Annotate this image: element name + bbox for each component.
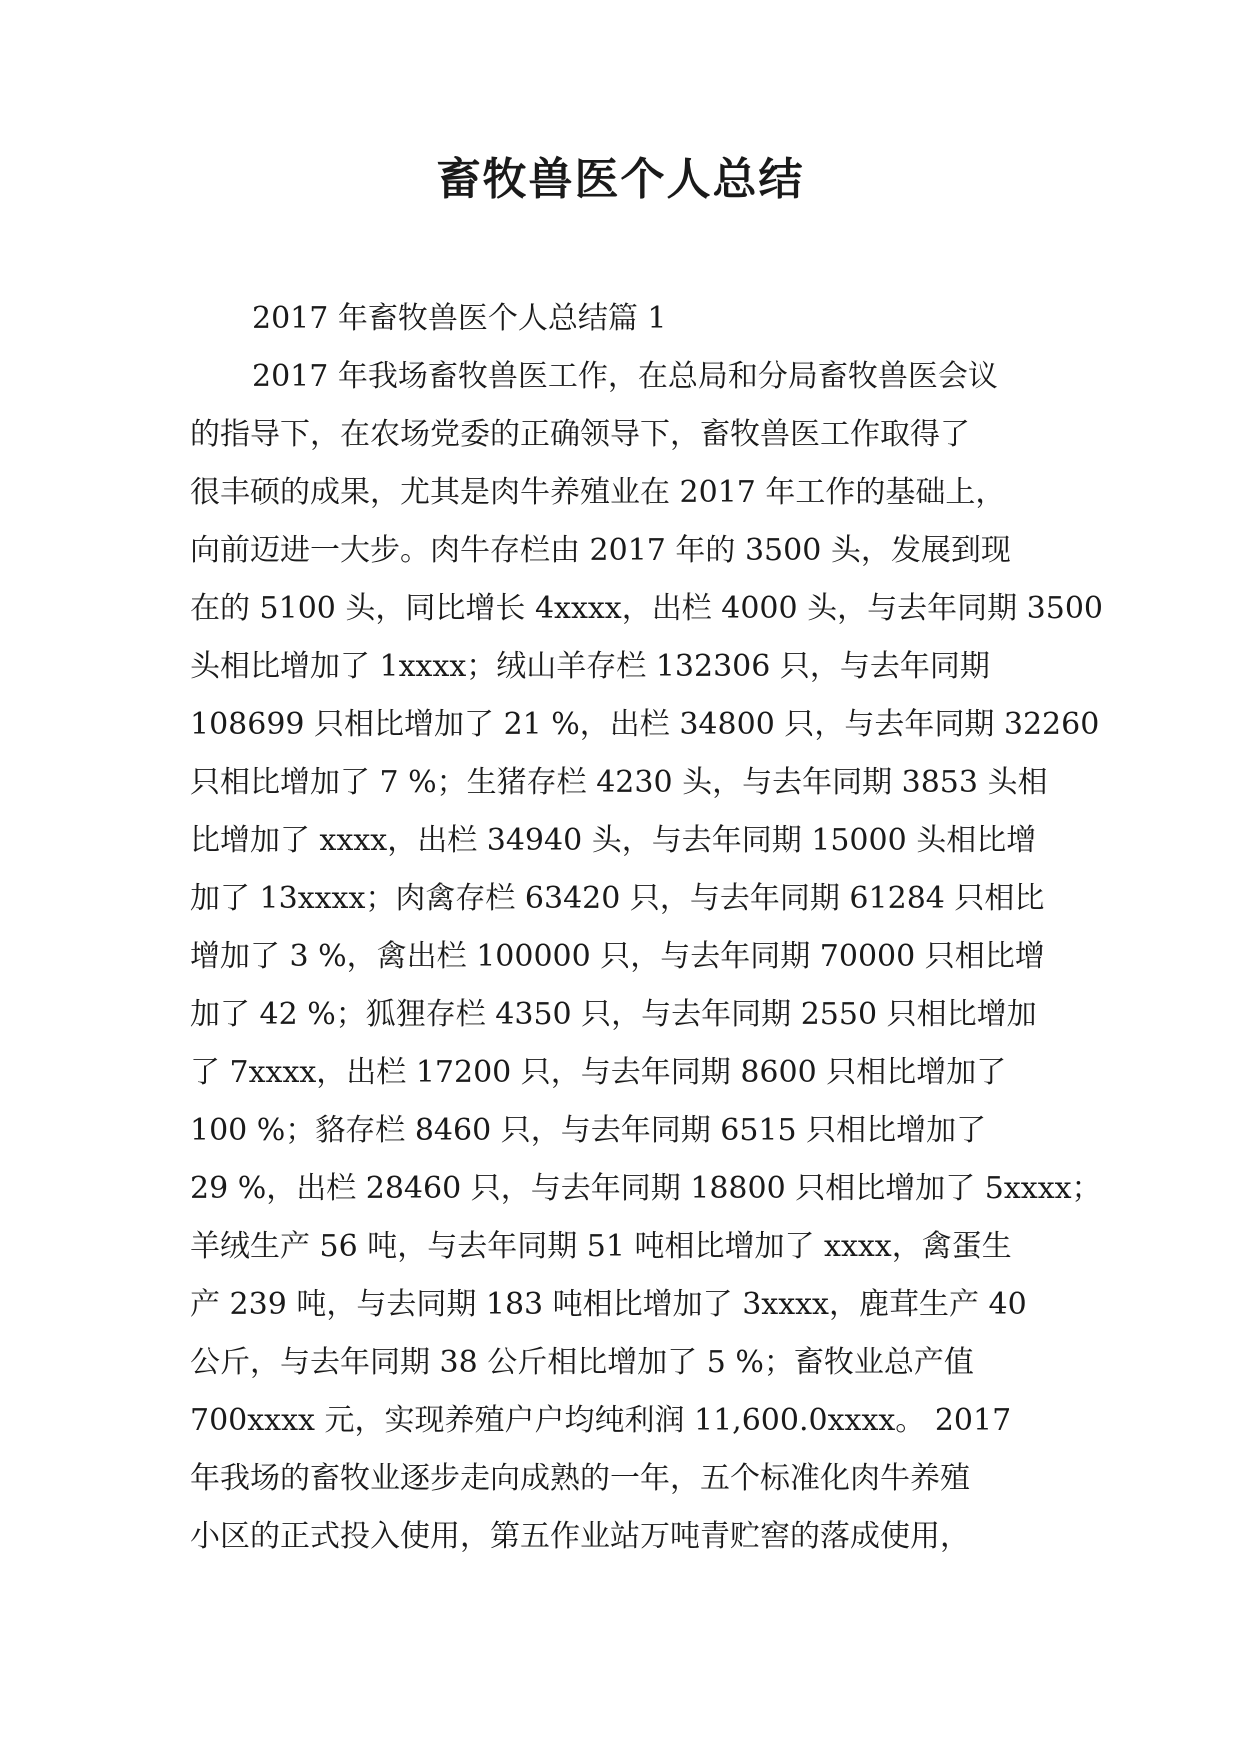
section-heading: 2017 年畜牧兽医个人总结篇 1 (252, 301, 667, 336)
paragraph-line: 公斤，与去年同期 38 公斤相比增加了 5 %；畜牧业总产值 (190, 1345, 974, 1380)
paragraph-line: 向前迈进一大步。肉牛存栏由 2017 年的 3500 头，发展到现 (190, 533, 1011, 568)
paragraph-line: 小区的正式投入使用，第五作业站万吨青贮窖的落成使用， (190, 1519, 970, 1554)
paragraph-line: 加了 42 %；狐狸存栏 4350 只，与去年同期 2550 只相比增加 (190, 997, 1037, 1032)
paragraph-line: 加了 13xxxx；肉禽存栏 63420 只，与去年同期 61284 只相比 (190, 881, 1045, 916)
paragraph-line: 2017 年我场畜牧兽医工作，在总局和分局畜牧兽医会议 (252, 359, 998, 394)
document-body (190, 290, 1104, 1566)
paragraph-line: 700xxxx 元，实现养殖户户均纯利润 11,600.0xxxx。 2017 (190, 1403, 1012, 1438)
document-title: 畜牧兽医个人总结 (436, 154, 805, 205)
paragraph-line: 增加了 3 %，禽出栏 100000 只，与去年同期 70000 只相比增 (190, 939, 1045, 974)
paragraph-line: 108699 只相比增加了 21 %，出栏 34800 只，与去年同期 32260 (190, 707, 1100, 742)
paragraph-line: 很丰硕的成果，尤其是肉牛养殖业在 2017 年工作的基础上， (190, 475, 1006, 510)
paragraph-line: 29 %，出栏 28460 只，与去年同期 18800 只相比增加了 5xxxx； (190, 1171, 1102, 1206)
paragraph-line: 在的 5100 头，同比增长 4xxxx，出栏 4000 头，与去年同期 3500 (190, 591, 1104, 626)
paragraph-line: 年我场的畜牧业逐步走向成熟的一年，五个标准化肉牛养殖 (190, 1461, 970, 1496)
paragraph-line: 的指导下，在农场党委的正确领导下，畜牧兽医工作取得了 (190, 417, 970, 452)
paragraph-line: 只相比增加了 7 %；生猪存栏 4230 头，与去年同期 3853 头相 (190, 765, 1048, 800)
paragraph-line: 比增加了 xxxx，出栏 34940 头，与去年同期 15000 头相比增 (190, 823, 1037, 858)
paragraph-line: 产 239 吨，与去同期 183 吨相比增加了 3xxxx，鹿茸生产 40 (190, 1287, 1027, 1322)
paragraph-line: 头相比增加了 1xxxx；绒山羊存栏 132306 只，与去年同期 (190, 649, 990, 684)
paragraph-line: 了 7xxxx，出栏 17200 只，与去年同期 8600 只相比增加了 (190, 1055, 1007, 1090)
paragraph-line: 羊绒生产 56 吨，与去年同期 51 吨相比增加了 xxxx，禽蛋生 (190, 1229, 1012, 1264)
paragraph-line: 100 %；貉存栏 8460 只，与去年同期 6515 只相比增加了 (190, 1113, 987, 1148)
